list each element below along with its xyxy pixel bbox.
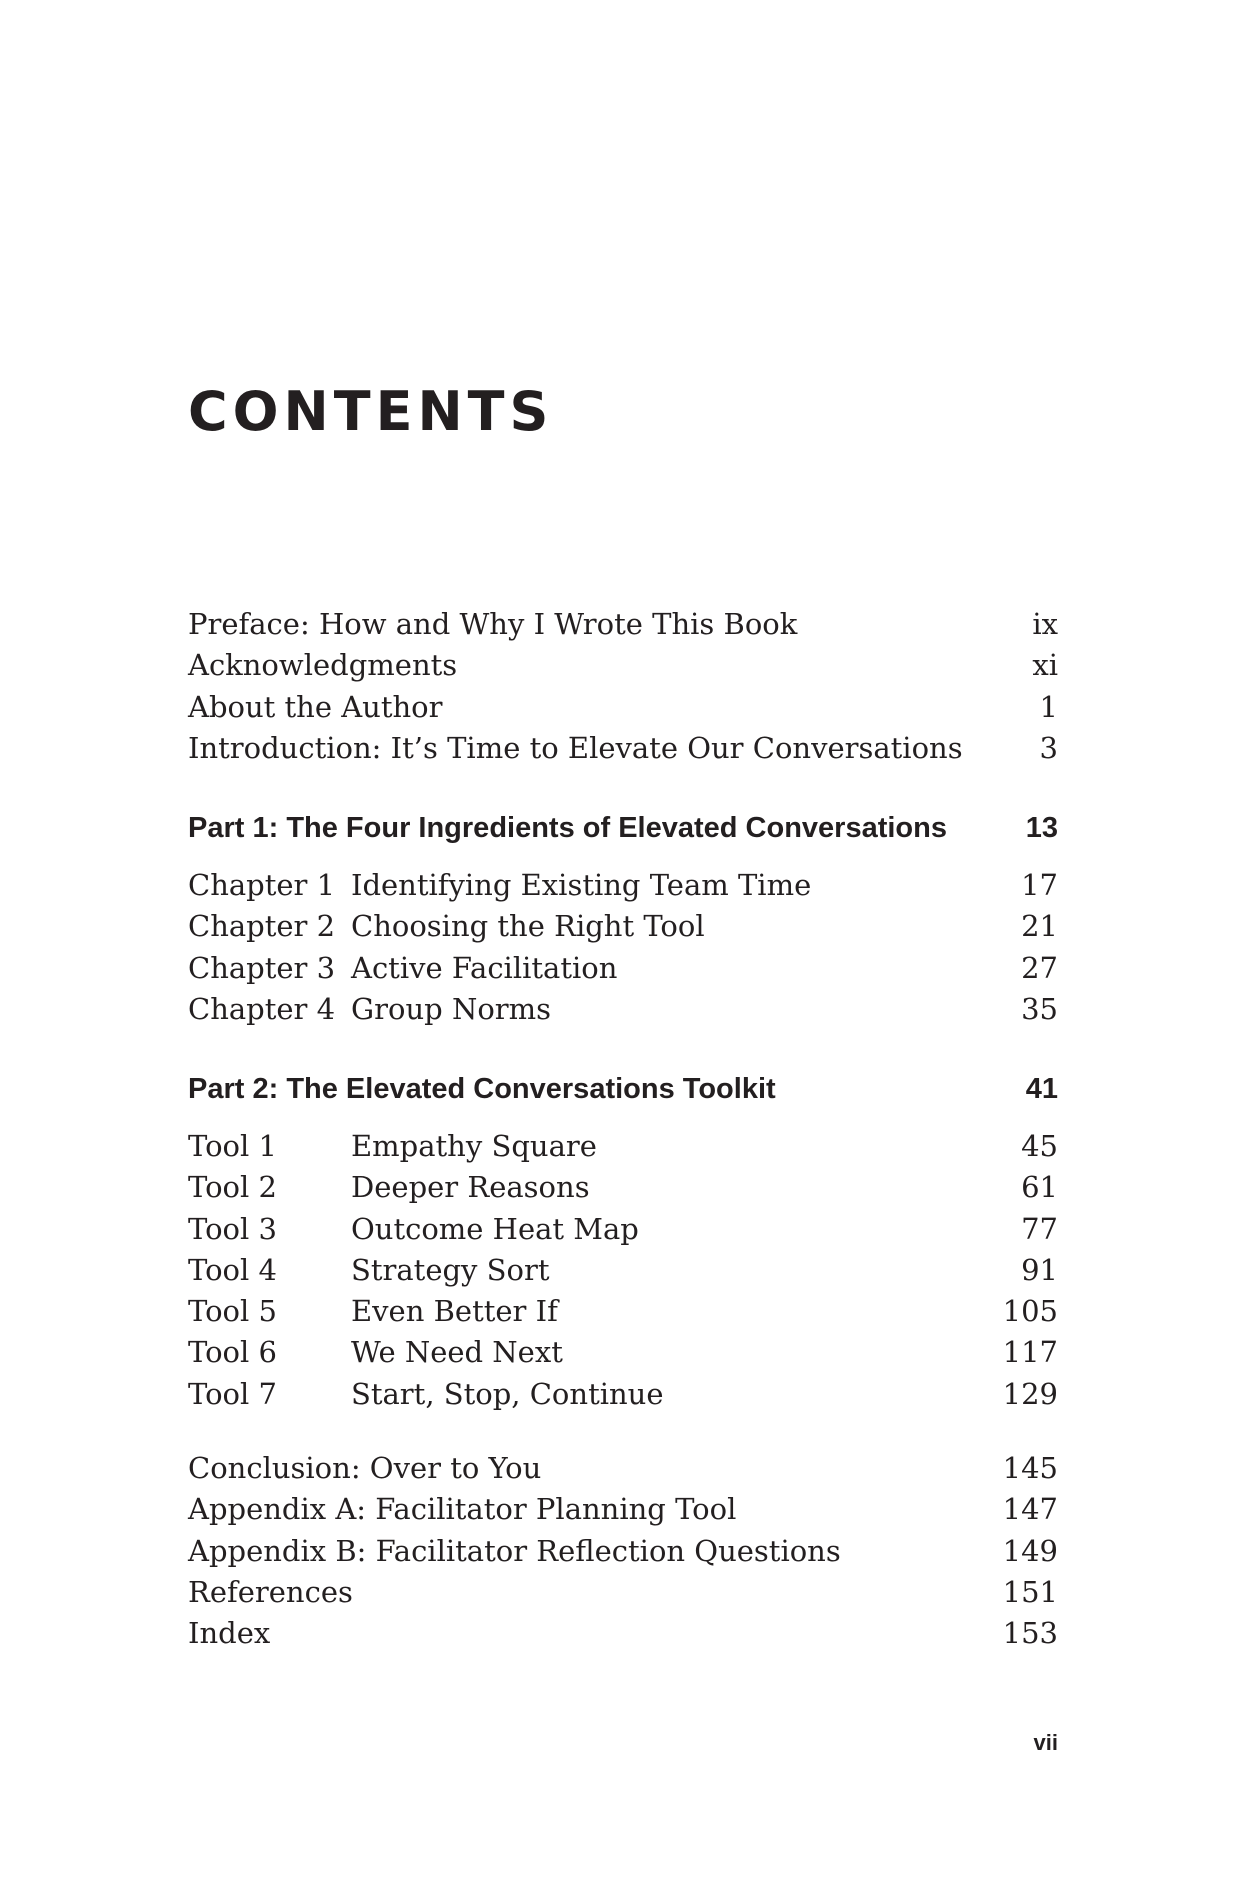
toc-tool-4[interactable]	[188, 1250, 1058, 1291]
tool-number: Tool 4	[188, 1252, 277, 1287]
toc-entry-label: Acknowledgments	[188, 648, 458, 683]
toc-entry-label: References	[188, 1574, 353, 1609]
chapter-title: Active Facilitation	[351, 950, 618, 985]
toc-entry-conclusion[interactable]	[188, 1448, 1058, 1489]
tool-number: Tool 2	[188, 1170, 277, 1205]
part-2-tool-list	[188, 1126, 1058, 1415]
tool-title: Even Better If	[351, 1294, 558, 1329]
toc-chapter-3[interactable]	[188, 948, 1058, 989]
toc-tool-7[interactable]	[188, 1374, 1058, 1415]
tool-page: 129	[1002, 1376, 1058, 1411]
tool-page: 105	[1002, 1294, 1058, 1329]
chapter-number: Chapter 1	[188, 868, 336, 902]
toc-entry-page: 147	[1002, 1492, 1058, 1527]
toc-tool-6[interactable]	[188, 1332, 1058, 1373]
chapter-page: 35	[1021, 991, 1058, 1026]
chapter-number: Chapter 4	[188, 991, 336, 1026]
back-matter-list	[188, 1448, 1058, 1654]
tool-title: Deeper Reasons	[351, 1170, 590, 1205]
chapter-title: Identifying Existing Team Time	[351, 868, 812, 902]
chapter-title: Choosing the Right Tool	[351, 909, 705, 944]
toc-entry-label: About the Author	[188, 689, 443, 724]
toc-entry-appendix-a[interactable]	[188, 1489, 1058, 1530]
tool-page: 91	[1021, 1252, 1058, 1287]
toc-tool-5[interactable]	[188, 1291, 1058, 1332]
toc-entry-references[interactable]	[188, 1572, 1058, 1613]
toc-part-page: 41	[1025, 1073, 1058, 1105]
toc-entry-label: Appendix A: Facilitator Planning Tool	[188, 1492, 737, 1527]
toc-part-label: Part 2: The Elevated Conversations Toolkit	[188, 1073, 776, 1105]
tool-title: Empathy Square	[351, 1129, 597, 1163]
toc-tool-1[interactable]	[188, 1126, 1058, 1167]
toc-entry-page: 3	[1039, 730, 1058, 765]
toc-entry-appendix-b[interactable]	[188, 1531, 1058, 1572]
toc-entry-page: 1	[1039, 689, 1058, 724]
chapter-page: 27	[1021, 950, 1058, 985]
page-number: vii	[1033, 1730, 1058, 1755]
tool-title: Strategy Sort	[351, 1252, 550, 1287]
tool-page: 45	[1021, 1129, 1058, 1163]
toc-entry-label: Index	[188, 1616, 271, 1651]
toc-tool-2[interactable]	[188, 1167, 1058, 1208]
toc-part-2-heading[interactable]	[188, 1067, 1058, 1111]
toc-entry-page: 153	[1002, 1616, 1058, 1651]
tool-title: Start, Stop, Continue	[351, 1376, 664, 1411]
tool-page: 61	[1021, 1170, 1058, 1205]
toc-entry-introduction[interactable]	[188, 728, 1058, 769]
toc-entry-about-author[interactable]	[188, 687, 1058, 728]
chapter-page: 17	[1021, 868, 1058, 902]
toc-entry-preface[interactable]	[188, 604, 1058, 645]
toc-entry-label: Introduction: It’s Time to Elevate Our Conversations	[188, 730, 963, 765]
toc-entry-page: 149	[1002, 1533, 1058, 1568]
toc-entry-page: 151	[1002, 1574, 1058, 1609]
toc-entry-index[interactable]	[188, 1613, 1058, 1654]
toc-entry-label: Conclusion: Over to You	[188, 1451, 542, 1485]
toc-part-label: Part 1: The Four Ingredients of Elevated Conversations	[188, 812, 947, 844]
tool-number: Tool 3	[188, 1211, 277, 1246]
toc-entry-label: Appendix B: Facilitator Reflection Questions	[188, 1533, 841, 1568]
toc-tool-3[interactable]	[188, 1209, 1058, 1250]
chapter-title: Group Norms	[351, 991, 552, 1026]
chapter-page: 21	[1021, 909, 1058, 944]
front-matter-list	[188, 604, 1058, 769]
toc-chapter-1[interactable]	[188, 865, 1058, 906]
toc-part-page: 13	[1025, 812, 1058, 844]
chapter-number: Chapter 2	[188, 909, 336, 944]
tool-number: Tool 5	[188, 1294, 277, 1329]
tool-number: Tool 1	[188, 1129, 277, 1163]
tool-title: We Need Next	[351, 1335, 563, 1370]
toc-entry-page: 145	[1002, 1451, 1058, 1485]
tool-number: Tool 7	[188, 1376, 277, 1411]
part-1-chapter-list	[188, 865, 1058, 1030]
toc-entry-label: Preface: How and Why I Wrote This Book	[188, 607, 798, 641]
toc-part-1-heading[interactable]	[188, 806, 1058, 850]
chapter-number: Chapter 3	[188, 950, 336, 985]
tool-number: Tool 6	[188, 1335, 277, 1370]
toc-entry-acknowledgments[interactable]	[188, 645, 1058, 686]
tool-page: 77	[1021, 1211, 1058, 1246]
toc-chapter-4[interactable]	[188, 989, 1058, 1030]
page-title: CONTENTS	[188, 380, 554, 443]
tool-title: Outcome Heat Map	[351, 1211, 639, 1246]
toc-entry-page: ix	[1032, 607, 1058, 641]
toc-chapter-2[interactable]	[188, 906, 1058, 947]
toc-entry-page: xi	[1032, 648, 1058, 683]
tool-page: 117	[1002, 1335, 1058, 1370]
